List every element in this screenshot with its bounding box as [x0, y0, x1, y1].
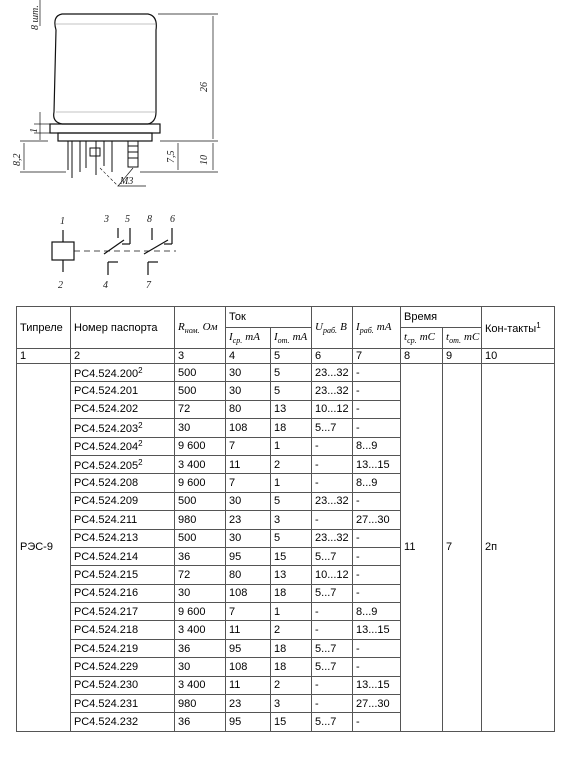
contacts-cell: 2п	[482, 364, 555, 732]
r-nom-cell: 500	[175, 492, 226, 510]
i-sr-cell: 7	[226, 474, 271, 492]
passport-number-text: РС4.524.213	[74, 532, 139, 545]
i-sr-cell: 80	[226, 400, 271, 418]
relay-pins	[68, 141, 138, 178]
i-rab-cell: 8...9	[353, 603, 401, 621]
column-number: 2	[71, 349, 175, 364]
i-sr-cell: 95	[226, 547, 271, 565]
dim-1-label: 1	[29, 128, 40, 133]
i-ot-cell: 15	[271, 547, 312, 565]
relay-technical-drawing	[0, 0, 576, 305]
i-ot-cell: 3	[271, 511, 312, 529]
u-rab-cell: 5...7	[312, 419, 353, 437]
column-number: 7	[353, 349, 401, 364]
passport-number-text: РС4.524.216	[74, 587, 139, 600]
u-rab-cell: 5...7	[312, 639, 353, 657]
pin-5-label: 5	[125, 214, 130, 225]
i-sr-cell: 7	[226, 603, 271, 621]
u-rab-cell: -	[312, 603, 353, 621]
i-rab-cell: 8...9	[353, 474, 401, 492]
relay-body-outline	[54, 14, 157, 124]
passport-number-text: РС4.524.204	[74, 441, 139, 454]
header-u-rab: $U_{раб.}$ B	[312, 307, 353, 349]
column-number: 8	[401, 349, 443, 364]
passport-number-cell	[71, 584, 175, 602]
pin-6-label: 6	[170, 214, 175, 225]
i-sr-cell: 23	[226, 511, 271, 529]
u-rab-cell: 23...32	[312, 382, 353, 400]
i-ot-cell: 1	[271, 474, 312, 492]
header-r-nom: $R_{ном.}$ Ом	[175, 307, 226, 349]
passport-number-cell	[71, 713, 175, 731]
i-ot-cell: 1	[271, 603, 312, 621]
i-rab-cell: -	[353, 639, 401, 657]
footnote-marker: 2	[138, 420, 143, 430]
t-ot-cell: 7	[443, 364, 482, 732]
i-sr-cell: 108	[226, 419, 271, 437]
passport-number-cell	[71, 621, 175, 639]
i-sr-cell: 30	[226, 529, 271, 547]
r-nom-cell: 9 600	[175, 603, 226, 621]
r-nom-cell: 980	[175, 695, 226, 713]
r-nom-cell: 500	[175, 529, 226, 547]
i-ot-cell: 5	[271, 529, 312, 547]
i-sr-cell: 30	[226, 382, 271, 400]
passport-number-cell	[71, 603, 175, 621]
thread-m3-label: M3	[120, 176, 134, 187]
u-rab-cell: 23...32	[312, 529, 353, 547]
pin-8-label: 8	[147, 214, 152, 225]
dim-7-5-label: 7,5	[166, 150, 177, 163]
i-rab-cell: -	[353, 364, 401, 382]
passport-number-text: РС4.524.230	[74, 679, 139, 692]
header-i-ot: $I_{от.}$ mA	[271, 328, 312, 349]
passport-number-text: РС4.524.208	[74, 477, 139, 490]
header-current: Ток	[226, 307, 312, 328]
table-row	[17, 364, 555, 382]
u-rab-cell: -	[312, 695, 353, 713]
i-ot-cell: 18	[271, 419, 312, 437]
r-nom-cell: 72	[175, 566, 226, 584]
i-ot-cell: 2	[271, 621, 312, 639]
i-ot-cell: 15	[271, 713, 312, 731]
i-rab-cell: 27...30	[353, 511, 401, 529]
u-rab-cell: 5...7	[312, 547, 353, 565]
i-ot-cell: 2	[271, 455, 312, 473]
passport-number-text: РС4.524.202	[74, 403, 139, 416]
i-rab-cell: -	[353, 547, 401, 565]
passport-number-cell	[71, 639, 175, 657]
relay-schematic	[52, 228, 176, 275]
i-sr-cell: 30	[226, 364, 271, 382]
t-sr-cell: 11	[401, 364, 443, 732]
relay-base-flange	[50, 124, 160, 133]
passport-number-text: РС4.524.232	[74, 716, 139, 729]
i-ot-cell: 5	[271, 382, 312, 400]
u-rab-cell: -	[312, 511, 353, 529]
passport-number-text: РС4.524.209	[74, 495, 139, 508]
passport-number-cell	[71, 437, 175, 455]
footnote-marker: 2	[138, 365, 143, 375]
column-number: 1	[17, 349, 71, 364]
header-time: Время	[401, 307, 482, 328]
i-rab-cell: -	[353, 419, 401, 437]
passport-number-text: РС4.524.231	[74, 697, 139, 710]
u-rab-cell: -	[312, 676, 353, 694]
r-nom-cell: 500	[175, 382, 226, 400]
footnote-marker: 2	[138, 457, 143, 467]
passport-number-text: РС4.524.215	[74, 568, 139, 581]
i-rab-cell: 13...15	[353, 621, 401, 639]
u-rab-cell: -	[312, 455, 353, 473]
i-rab-cell: -	[353, 566, 401, 584]
passport-number-cell	[71, 658, 175, 676]
u-rab-cell: -	[312, 621, 353, 639]
column-number-row	[17, 349, 555, 364]
i-ot-cell: 18	[271, 639, 312, 657]
i-ot-cell: 18	[271, 658, 312, 676]
header-i-sr: $I_{ср.}$ mA	[226, 328, 271, 349]
r-nom-cell: 30	[175, 584, 226, 602]
header-relay-type: Типреле	[17, 307, 71, 349]
i-rab-cell: -	[353, 400, 401, 418]
i-rab-cell: -	[353, 584, 401, 602]
passport-number-cell	[71, 492, 175, 510]
i-sr-cell: 11	[226, 455, 271, 473]
r-nom-cell: 3 400	[175, 621, 226, 639]
passport-number-text: РС4.524.214	[74, 550, 139, 563]
r-nom-cell: 3 400	[175, 455, 226, 473]
i-rab-cell: -	[353, 713, 401, 731]
u-rab-cell: -	[312, 474, 353, 492]
i-sr-cell: 11	[226, 621, 271, 639]
table-body	[17, 364, 555, 732]
i-ot-cell: 5	[271, 364, 312, 382]
passport-number-cell	[71, 676, 175, 694]
pin-2-label: 2	[58, 280, 63, 291]
passport-number-cell	[71, 364, 175, 382]
i-rab-cell: 13...15	[353, 455, 401, 473]
r-nom-cell: 36	[175, 639, 226, 657]
passport-number-cell	[71, 511, 175, 529]
i-sr-cell: 11	[226, 676, 271, 694]
passport-number-text: РС4.524.205	[74, 459, 139, 472]
i-sr-cell: 108	[226, 658, 271, 676]
header-contacts: Кон-такты$^1$	[482, 307, 555, 349]
header-t-sr: $t_{ср.}$ mC	[401, 328, 443, 349]
u-rab-cell: 5...7	[312, 658, 353, 676]
passport-number-cell	[71, 695, 175, 713]
u-rab-cell: 10...12	[312, 566, 353, 584]
i-rab-cell: 13...15	[353, 676, 401, 694]
passport-number-cell	[71, 474, 175, 492]
passport-number-text: РС4.524.229	[74, 660, 139, 673]
r-nom-cell: 30	[175, 419, 226, 437]
i-ot-cell: 2	[271, 676, 312, 694]
u-rab-cell: -	[312, 437, 353, 455]
pin-1-label: 1	[60, 216, 65, 227]
passport-number-text: РС4.524.203	[74, 422, 139, 435]
u-rab-cell: 5...7	[312, 584, 353, 602]
passport-number-text: РС4.524.218	[74, 624, 139, 637]
passport-number-cell	[71, 566, 175, 584]
i-sr-cell: 30	[226, 492, 271, 510]
i-rab-cell: -	[353, 492, 401, 510]
header-passport-number: Номер паспорта	[71, 307, 175, 349]
column-number: 10	[482, 349, 555, 364]
r-nom-cell: 9 600	[175, 437, 226, 455]
u-rab-cell: 5...7	[312, 713, 353, 731]
passport-number-cell	[71, 400, 175, 418]
r-nom-cell: 72	[175, 400, 226, 418]
relay-parameters-table-container	[16, 306, 554, 732]
i-sr-cell: 95	[226, 639, 271, 657]
pin-7-label: 7	[146, 280, 151, 291]
r-nom-cell: 500	[175, 364, 226, 382]
footnote-marker: 2	[138, 439, 143, 449]
r-nom-cell: 980	[175, 511, 226, 529]
column-number: 5	[271, 349, 312, 364]
dim-8-2-label: 8,2	[12, 153, 23, 166]
dim-26-label: 26	[199, 82, 210, 92]
header-i-rab: $I_{раб.}$ mA	[353, 307, 401, 349]
i-sr-cell: 95	[226, 713, 271, 731]
passport-number-text: РС4.524.217	[74, 605, 139, 618]
i-sr-cell: 7	[226, 437, 271, 455]
u-rab-cell: 23...32	[312, 364, 353, 382]
i-ot-cell: 5	[271, 492, 312, 510]
dim-8-sht-label: 8 шт.	[30, 5, 41, 30]
i-ot-cell: 18	[271, 584, 312, 602]
i-sr-cell: 80	[226, 566, 271, 584]
i-rab-cell: 27...30	[353, 695, 401, 713]
i-rab-cell: -	[353, 529, 401, 547]
column-number: 9	[443, 349, 482, 364]
column-number: 4	[226, 349, 271, 364]
i-ot-cell: 1	[271, 437, 312, 455]
i-ot-cell: 13	[271, 566, 312, 584]
passport-number-cell	[71, 419, 175, 437]
coil-symbol	[52, 242, 74, 260]
i-rab-cell: 8...9	[353, 437, 401, 455]
i-ot-cell: 13	[271, 400, 312, 418]
u-rab-cell: 23...32	[312, 492, 353, 510]
relay-type-cell: РЭС-9	[17, 364, 71, 732]
passport-number-text: РС4.524.201	[74, 385, 139, 398]
header-t-ot: $t_{от.}$ mC	[443, 328, 482, 349]
dim-10-label: 10	[199, 155, 210, 165]
r-nom-cell: 30	[175, 658, 226, 676]
passport-number-cell	[71, 455, 175, 473]
u-rab-cell: 10...12	[312, 400, 353, 418]
r-nom-cell: 36	[175, 713, 226, 731]
passport-number-cell	[71, 529, 175, 547]
column-number: 6	[312, 349, 353, 364]
passport-number-text: РС4.524.211	[74, 513, 138, 526]
passport-number-cell	[71, 547, 175, 565]
r-nom-cell: 9 600	[175, 474, 226, 492]
i-sr-cell: 108	[226, 584, 271, 602]
i-ot-cell: 3	[271, 695, 312, 713]
passport-number-text: РС4.524.219	[74, 642, 139, 655]
column-number: 3	[175, 349, 226, 364]
relay-parameters-table	[16, 306, 555, 732]
r-nom-cell: 36	[175, 547, 226, 565]
pin-3-label: 3	[104, 214, 109, 225]
pin-4-label: 4	[103, 280, 108, 291]
passport-number-cell	[71, 382, 175, 400]
passport-number-text: РС4.524.200	[74, 367, 139, 380]
i-sr-cell: 23	[226, 695, 271, 713]
i-rab-cell: -	[353, 658, 401, 676]
r-nom-cell: 3 400	[175, 676, 226, 694]
i-rab-cell: -	[353, 382, 401, 400]
